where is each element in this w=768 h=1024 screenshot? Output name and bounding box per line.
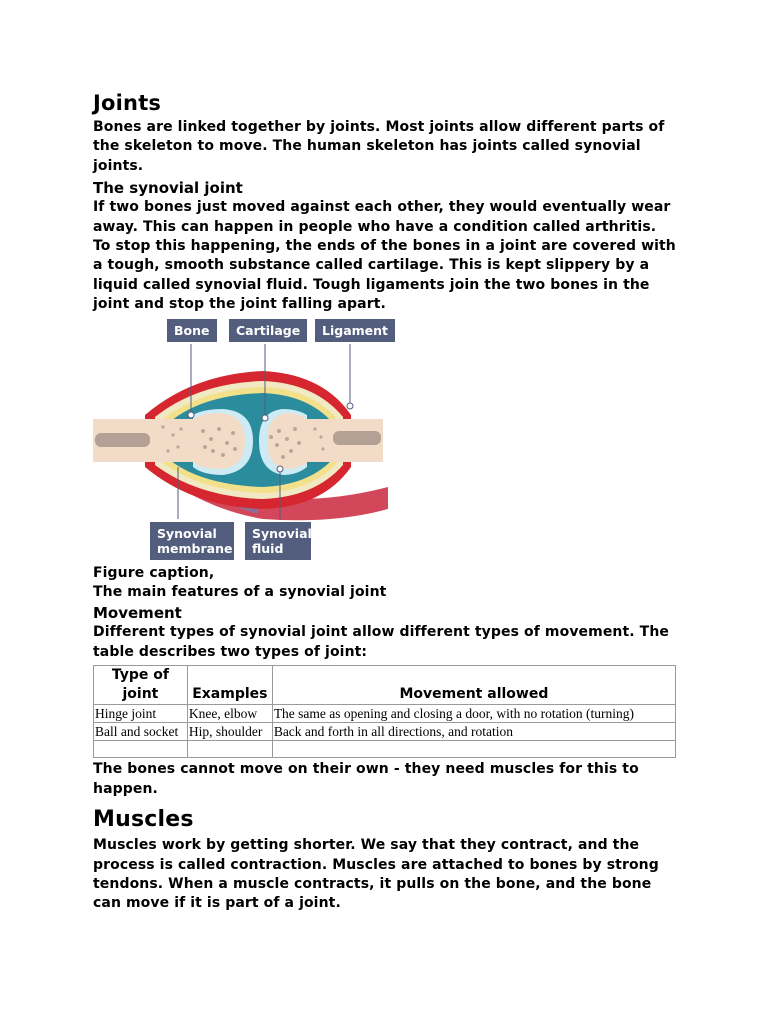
label-synovial-membrane: Synovial membrane bbox=[150, 522, 234, 560]
joints-intro: Bones are linked together by joints. Most joints allow different parts of the skeleton to move. The human skeleton has joints called synovial joints. bbox=[93, 119, 665, 174]
muscles-heading: Muscles bbox=[93, 807, 194, 833]
bone-marker bbox=[188, 412, 194, 418]
table-cell: Ball and socket bbox=[94, 723, 188, 741]
label-synovial-fluid: Synovial fluid bbox=[245, 522, 311, 560]
table-cell bbox=[272, 741, 675, 758]
synovial-joint-figure bbox=[93, 319, 393, 564]
movement-heading: Movement bbox=[93, 604, 182, 623]
fluid-marker bbox=[277, 466, 283, 472]
table-header-row bbox=[94, 666, 676, 705]
document-content bbox=[93, 88, 678, 914]
table-row bbox=[94, 705, 676, 723]
table-row bbox=[94, 723, 676, 741]
left-marrow bbox=[95, 433, 150, 447]
joint-types-table bbox=[93, 665, 676, 758]
label-cartilage: Cartilage bbox=[229, 319, 307, 342]
table-cell: The same as opening and closing a door, with no rotation (turning) bbox=[272, 705, 675, 723]
movement-after-text: The bones cannot move on their own - they need muscles for this to happen. bbox=[93, 761, 639, 797]
table-cell: Back and forth in all directions, and rotation bbox=[272, 723, 675, 741]
right-marrow bbox=[333, 431, 381, 445]
table-header-cell: Examples bbox=[187, 666, 272, 705]
ligament-marker bbox=[347, 403, 353, 409]
synovial-text: If two bones just moved against each other, they would eventually wear away. This can happen in people who have a condition called arthritis. To stop this happening, the ends of the bones in a joint are covered with a tough, smooth substance called cartilage. This is kept slippery by a liquid called synovial fluid. Tough ligaments join the two bones in the joint and stop the joint falling apart. bbox=[93, 199, 676, 313]
table-row bbox=[94, 741, 676, 758]
label-bone: Bone bbox=[167, 319, 217, 342]
joints-heading: Joints bbox=[93, 91, 162, 115]
table-cell: Hinge joint bbox=[94, 705, 188, 723]
figure-caption: The main features of a synovial joint bbox=[93, 584, 387, 601]
movement-text: Different types of synovial joint allow different types of movement. The table describes two types of joint: bbox=[93, 624, 669, 660]
table-cell bbox=[94, 741, 188, 758]
figure-caption-prefix: Figure caption, bbox=[93, 564, 215, 581]
left-bone-end bbox=[193, 413, 245, 469]
synovial-joint-illustration bbox=[93, 319, 393, 564]
table-header-cell: Movement allowed bbox=[272, 666, 675, 705]
table-cell: Knee, elbow bbox=[187, 705, 272, 723]
table-cell bbox=[187, 741, 272, 758]
muscles-text: Muscles work by getting shorter. We say that they contract, and the process is called contraction. Muscles are attached to bones by strong tendons. When a muscle contracts, it pulls on the bone, and the bone can move if it is part of a joint. bbox=[93, 837, 659, 912]
synovial-heading: The synovial joint bbox=[93, 179, 243, 198]
label-ligament: Ligament bbox=[315, 319, 395, 342]
table-header-cell: Type of joint bbox=[94, 666, 188, 705]
cartilage-marker bbox=[262, 415, 268, 421]
table-cell: Hip, shoulder bbox=[187, 723, 272, 741]
